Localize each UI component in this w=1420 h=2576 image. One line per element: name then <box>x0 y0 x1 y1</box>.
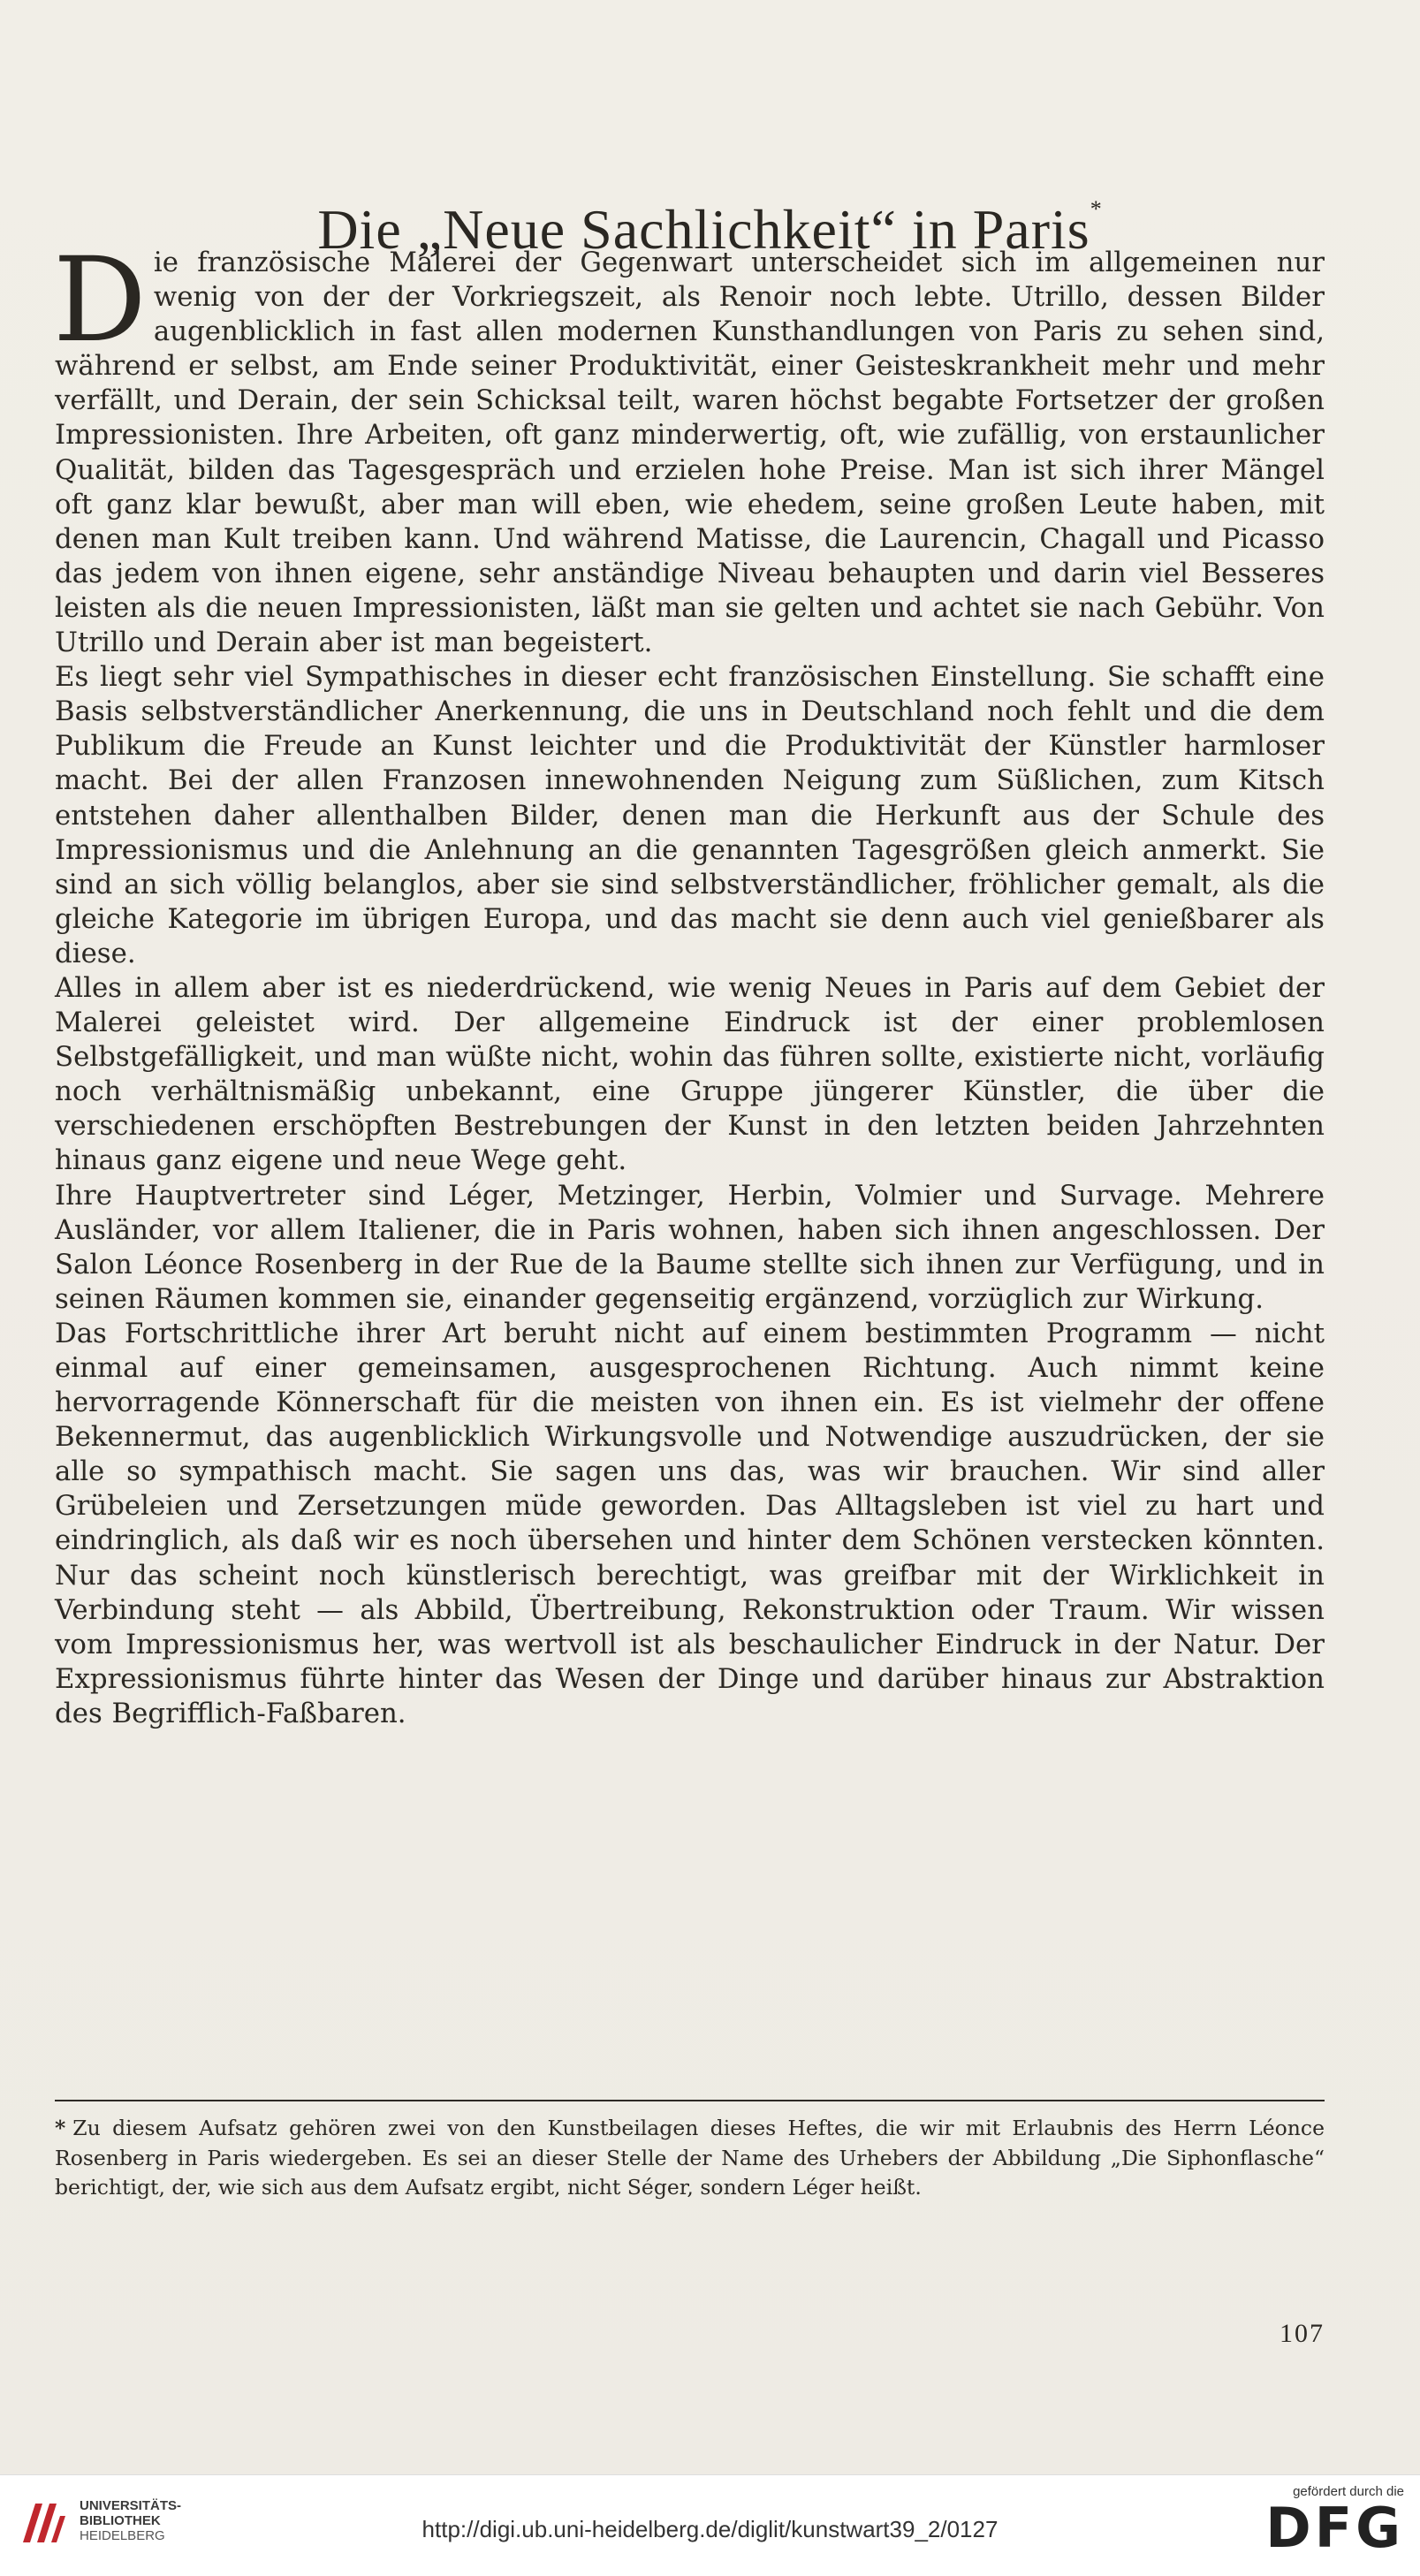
library-name-line-1: UNIVERSITÄTS- <box>80 2498 182 2513</box>
funding-text: gefördert durch die <box>1293 2484 1404 2499</box>
paragraph-1-text: ie französische Malerei der Gegenwart unterscheidet sich im allgemeinen nur wenig von der der Vorkriegszeit, als Renoir noch lebte. Utrillo, dessen Bilder augenblicklich in fast allen modernen Kunsthandlungen von Paris zu sehen sind, während er selbst, am Ende seiner Produktivität, einer Geisteskrankheit mehr und mehr verfällt, und Derain, der sein Schicksal teilt, waren höchst begabte Fortsetzer der großen Impressionisten. Ihre Arbeiten, oft ganz minderwertig, oft, wie zufällig, von erstaunlicher Qualität, bilden das Tagesgespräch und erzielen hohe Preise. Man ist sich ihrer Mängel oft ganz klar bewußt, aber man will eben, wie ehedem, seine großen Leute haben, mit denen man Kult treiben kann. Und während Matisse, die Laurencin, Chagall und Picasso das jedem von ihnen eigene, sehr anständige Niveau behaupten und darin viel Besseres leisten als die neuen Impressionisten, läßt man sie gelten und achtet sie nach Gebühr. Von Utrillo und Derain aber ist man begeistert. <box>55 247 1325 659</box>
paragraph-3: Alles in allem aber ist es niederdrückend, wie wenig Neues in Paris auf dem Gebiet der Malerei geleistet wird. Der allgemeine Eindruck ist der einer problemlosen Selbstgefälligkeit, und man wüßte nicht, wohin das führen sollte, existierte nicht, vorläufig noch verhältnismäßig unbekannt, eine Gruppe jüngerer Künstler, die über die verschiedenen erschöpften Bestrebungen der Kunst in den letzten beiden Jahrzehnten hinaus ganz eigene und neue Wege geht. <box>55 971 1325 1177</box>
paragraph-1 <box>53 232 1325 660</box>
permalink-url[interactable]: http://digi.ub.uni-heidelberg.de/diglit/kunstwart39_2/0127 <box>421 2516 999 2542</box>
drop-cap: D <box>53 232 147 369</box>
title-footnote-marker: * <box>1090 195 1103 222</box>
footnote-divider <box>55 2100 1325 2101</box>
paragraph-4: Ihre Hauptvertreter sind Léger, Metzinger, Herbin, Volmier und Survage. Mehrere Ausländer, vor allem Italiener, die in Paris wohnen, haben sich ihnen angeschlossen. Der Salon Léonce Rosenberg in der Rue de la Baume stellte sich ihnen zur Verfügung, und in seinen Räumen kommen sie, einander gegenseitig ergänzend, vorzüglich zur Wirkung. <box>55 1179 1325 1315</box>
footnote-text: Zu diesem Aufsatz gehören zwei von den Kunstbeilagen dieses Heftes, die wir mit Erlaubnis des Herrn Léonce Rosenberg in Paris wiedergeben. Es sei an dieser Stelle der Name des Urhebers der Abbildung „Die Siphonflasche“ berichtigt, der, wie sich aus dem Aufsatz ergibt, nicht Séger, sondern Léger heißt. <box>55 2116 1325 2200</box>
footnote-marker: * <box>55 2116 66 2140</box>
paragraph-5: Das Fortschrittliche ihrer Art beruht nicht auf einem bestimmten Programm — nicht einmal auf einer gemeinsamen, ausgesprochenen Richtung. Auch nimmt keine hervorragende Könnerschaft für die meisten von ihnen ein. Es ist vielmehr der offene Bekennermut, das augenblicklich Wirkungsvolle und Notwendige auszudrücken, der sie alle so sympathisch macht. Sie sagen uns das, was wir brauchen. Wir sind aller Grübeleien und Zersetzungen müde geworden. Das Alltagsleben ist viel zu hart und eindringlich, als daß wir es noch übersehen und hinter dem Schönen verstecken könnten. Nur das scheint noch künstlerisch berechtigt, was greifbar mit der Wirklichkeit in Verbindung steht — als Abbild, Übertreibung, Rekonstruktion oder Traum. Wir wissen vom Impressionismus her, was wertvoll ist als beschaulicher Eindruck in der Natur. Der Expressionismus führte hinter das Wesen der Dinge und darüber hinaus zur Abstraktion des Begrifflich-Faßbaren. <box>55 1317 1325 1729</box>
footnote <box>55 2114 1325 2203</box>
viewer-footer <box>0 2474 1420 2576</box>
funding-notice <box>1227 2484 1404 2560</box>
article-body <box>53 232 1325 1731</box>
page-number: 107 <box>1280 2319 1325 2348</box>
paragraph-2: Es liegt sehr viel Sympathisches in dieser echt französischen Einstellung. Sie schafft eine Basis selbstverständlicher Anerkennung, die uns in Deutschland noch fehlt und die dem Publikum die Freude an Kunst leichter und die Produktivität der Künstler harmloser macht. Bei der allen Franzosen innewohnenden Neigung zum Süßlichen, zum Kitsch entstehen daher allenthalben Bilder, denen man die Herkunft aus der Schule des Impressionismus und die Anlehnung an die genannten Tagesgrößen gleich anmerkt. Sie sind an sich völlig belanglos, aber sie sind selbstverständlicher, fröhlicher gemalt, als die gleiche Kategorie im übrigen Europa, und das macht sie denn auch viel genießbarer als diese. <box>55 661 1325 969</box>
library-name-line-3: HEIDELBERG <box>80 2528 165 2543</box>
library-name-line-2: BIBLIOTHEK <box>80 2513 161 2528</box>
article-title-text: Die „Neue Sachlichkeit“ in Paris <box>317 197 1090 261</box>
dfg-logo[interactable]: DFG <box>1265 2496 1404 2560</box>
